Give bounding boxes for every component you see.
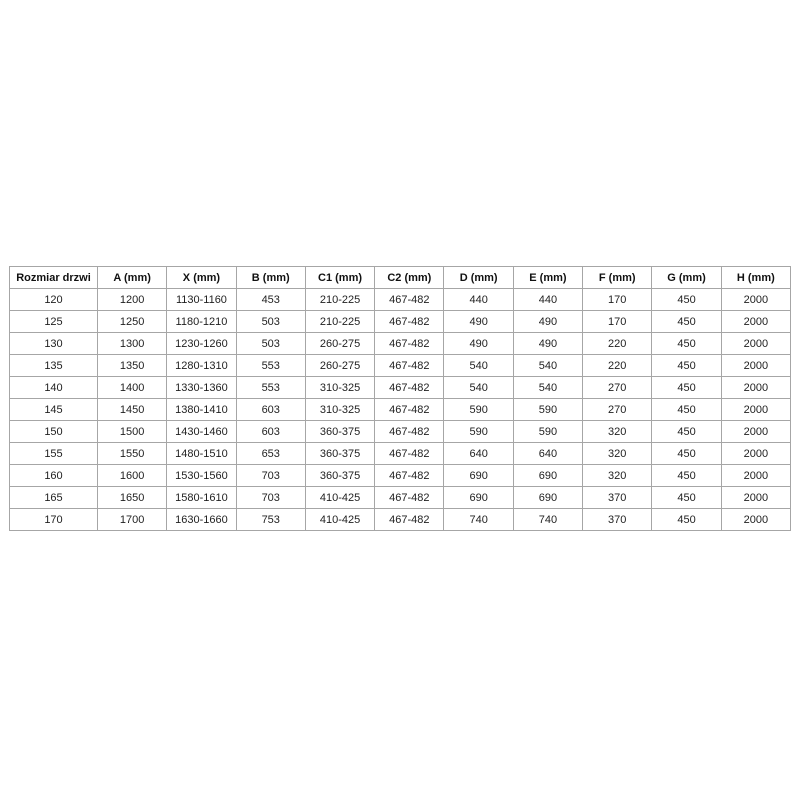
table-cell: 450 [652,443,721,465]
table-cell: 590 [513,399,582,421]
table-cell: 120 [10,289,98,311]
column-header-rozmiar-drzwi: Rozmiar drzwi [10,267,98,289]
table-cell: 467-482 [375,509,444,531]
table-cell: 453 [236,289,305,311]
table-cell: 540 [444,355,513,377]
table-cell: 450 [652,289,721,311]
table-row [10,311,791,333]
table-cell: 135 [10,355,98,377]
table-cell: 450 [652,421,721,443]
table-cell: 130 [10,333,98,355]
table-row [10,421,791,443]
table-cell: 370 [583,487,652,509]
table-cell: 410-425 [305,487,374,509]
column-header-c1: C1 (mm) [305,267,374,289]
table-cell: 370 [583,509,652,531]
table-cell: 2000 [721,487,790,509]
table-cell: 553 [236,355,305,377]
table-cell: 2000 [721,355,790,377]
table-row [10,355,791,377]
table-cell: 260-275 [305,333,374,355]
table-cell: 1650 [98,487,167,509]
table-cell: 490 [444,311,513,333]
column-header-g: G (mm) [652,267,721,289]
spec-table-head-row [10,267,791,289]
table-cell: 690 [513,487,582,509]
table-row [10,443,791,465]
table-cell: 553 [236,377,305,399]
table-cell: 170 [583,311,652,333]
column-header-h: H (mm) [721,267,790,289]
table-cell: 1380-1410 [167,399,236,421]
table-cell: 490 [444,333,513,355]
table-cell: 467-482 [375,311,444,333]
table-cell: 490 [513,333,582,355]
table-cell: 270 [583,399,652,421]
table-cell: 540 [513,355,582,377]
table-cell: 450 [652,355,721,377]
table-cell: 270 [583,377,652,399]
table-cell: 310-325 [305,399,374,421]
table-cell: 1600 [98,465,167,487]
table-cell: 1300 [98,333,167,355]
column-header-f: F (mm) [583,267,652,289]
table-cell: 740 [444,509,513,531]
table-cell: 640 [444,443,513,465]
table-cell: 1180-1210 [167,311,236,333]
table-cell: 603 [236,421,305,443]
table-cell: 690 [444,465,513,487]
table-cell: 740 [513,509,582,531]
table-cell: 360-375 [305,443,374,465]
table-cell: 220 [583,355,652,377]
table-cell: 170 [10,509,98,531]
table-cell: 450 [652,311,721,333]
table-cell: 467-482 [375,399,444,421]
table-cell: 2000 [721,509,790,531]
spec-table-body [10,289,791,531]
table-cell: 603 [236,399,305,421]
table-cell: 140 [10,377,98,399]
table-cell: 590 [444,421,513,443]
table-cell: 2000 [721,333,790,355]
table-cell: 1280-1310 [167,355,236,377]
table-cell: 1480-1510 [167,443,236,465]
table-cell: 1330-1360 [167,377,236,399]
table-cell: 1580-1610 [167,487,236,509]
table-cell: 450 [652,487,721,509]
column-header-c2: C2 (mm) [375,267,444,289]
table-cell: 690 [513,465,582,487]
table-cell: 450 [652,465,721,487]
table-cell: 210-225 [305,289,374,311]
table-cell: 170 [583,289,652,311]
table-cell: 310-325 [305,377,374,399]
table-row [10,465,791,487]
table-cell: 467-482 [375,487,444,509]
table-row [10,377,791,399]
table-cell: 467-482 [375,421,444,443]
door-size-spec-table [9,266,791,531]
table-cell: 653 [236,443,305,465]
table-cell: 440 [513,289,582,311]
table-cell: 160 [10,465,98,487]
column-header-x: X (mm) [167,267,236,289]
door-size-spec-table-container [9,266,791,531]
table-cell: 1530-1560 [167,465,236,487]
table-cell: 1700 [98,509,167,531]
table-row [10,289,791,311]
table-cell: 503 [236,333,305,355]
table-cell: 690 [444,487,513,509]
table-cell: 360-375 [305,421,374,443]
table-cell: 450 [652,377,721,399]
table-cell: 590 [513,421,582,443]
column-header-b: B (mm) [236,267,305,289]
table-cell: 1450 [98,399,167,421]
table-cell: 467-482 [375,465,444,487]
table-cell: 1400 [98,377,167,399]
table-cell: 1630-1660 [167,509,236,531]
table-cell: 320 [583,465,652,487]
table-cell: 1430-1460 [167,421,236,443]
table-cell: 450 [652,399,721,421]
table-cell: 1230-1260 [167,333,236,355]
table-cell: 467-482 [375,333,444,355]
table-cell: 2000 [721,421,790,443]
table-cell: 320 [583,421,652,443]
table-cell: 703 [236,465,305,487]
table-cell: 2000 [721,399,790,421]
table-cell: 1500 [98,421,167,443]
table-cell: 753 [236,509,305,531]
table-cell: 640 [513,443,582,465]
table-cell: 503 [236,311,305,333]
table-cell: 540 [513,377,582,399]
table-row [10,333,791,355]
table-cell: 1130-1160 [167,289,236,311]
column-header-a: A (mm) [98,267,167,289]
table-cell: 155 [10,443,98,465]
table-row [10,509,791,531]
table-cell: 2000 [721,443,790,465]
table-cell: 467-482 [375,377,444,399]
table-cell: 703 [236,487,305,509]
table-cell: 210-225 [305,311,374,333]
column-header-e: E (mm) [513,267,582,289]
table-cell: 150 [10,421,98,443]
column-header-d: D (mm) [444,267,513,289]
table-cell: 450 [652,333,721,355]
table-row [10,487,791,509]
table-cell: 490 [513,311,582,333]
table-cell: 220 [583,333,652,355]
table-cell: 2000 [721,311,790,333]
table-row [10,399,791,421]
table-cell: 145 [10,399,98,421]
table-cell: 540 [444,377,513,399]
table-cell: 320 [583,443,652,465]
table-cell: 1200 [98,289,167,311]
table-cell: 440 [444,289,513,311]
table-cell: 165 [10,487,98,509]
table-cell: 360-375 [305,465,374,487]
table-cell: 410-425 [305,509,374,531]
table-cell: 2000 [721,465,790,487]
table-cell: 590 [444,399,513,421]
table-cell: 2000 [721,377,790,399]
table-cell: 467-482 [375,355,444,377]
spec-table-head [10,267,791,289]
table-cell: 1350 [98,355,167,377]
table-cell: 2000 [721,289,790,311]
table-cell: 450 [652,509,721,531]
table-cell: 467-482 [375,289,444,311]
table-cell: 260-275 [305,355,374,377]
table-cell: 125 [10,311,98,333]
table-cell: 1250 [98,311,167,333]
table-cell: 1550 [98,443,167,465]
table-cell: 467-482 [375,443,444,465]
